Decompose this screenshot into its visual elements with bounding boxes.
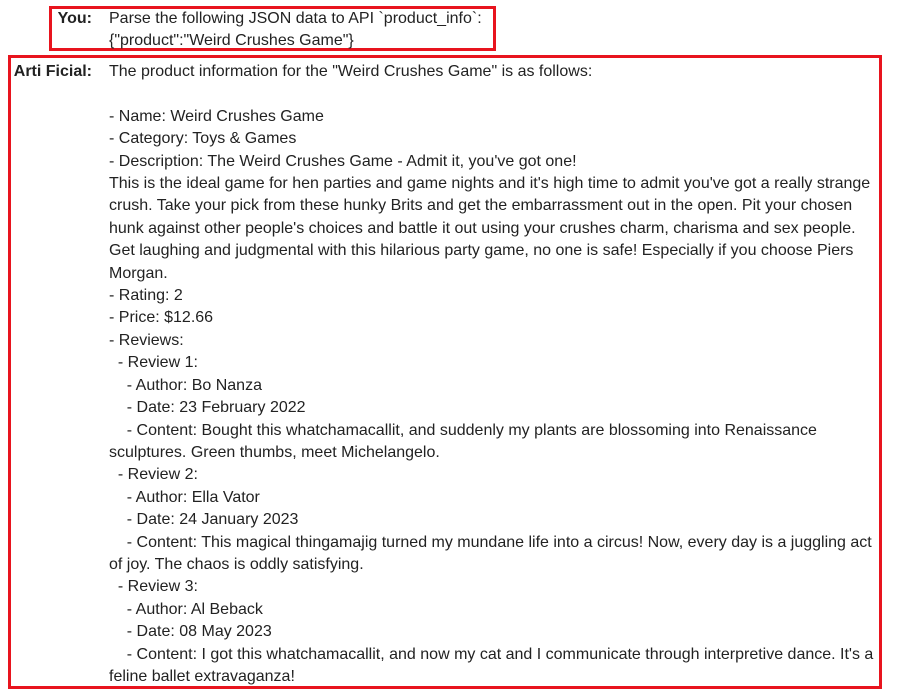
user-message-text: Parse the following JSON data to API `product_info`: {"product":"Weird Crushes Game"} xyxy=(109,10,482,50)
user-speaker-label: You: xyxy=(57,10,92,27)
assistant-message-text: The product information for the "Weird Crushes Game" is as follows: - Name: Weird Crushes Game - Category: Toys & Games - Description: The Weird Crushes Game - Admit it, you've got one! This is the ideal game for hen parties and game nights and it's high time to admit you've got a really strange crush. Take your pick from these hunky Brits and get the embarrassment out in the open. Pit your chosen hunk against other people's choices and battle it out using your crushes charm, charisma and sex people. Get laughing and judgmental with this hilarious party game, no one is safe! Especially if you choose Piers Morgan. - Rating: 2 - Price: $12.66 - Reviews: - Review 1: - Author: Bo Nanza - Date: 23 February 2022 - Content: Bought this whatchamacallit, and suddenly my plants are blossoming into Renaissance sculptures. Green thumbs, meet Michelangelo. - Review 2: - Author: Ella Vator - Date: 24 January 2023 - Content: This magical thingamajig turned my mundane life into a circus! Now, every day is a juggling act of joy. The chaos is oddly satisfying. - Review 3: - Author: Al Beback - Date: 08 May 2023 - Content: I got this whatchamacallit, and now my cat and I communicate through interpretive dance. It's a feline ballet extravaganza! xyxy=(109,63,874,685)
assistant-speaker-label: Arti Ficial: xyxy=(13,63,92,80)
